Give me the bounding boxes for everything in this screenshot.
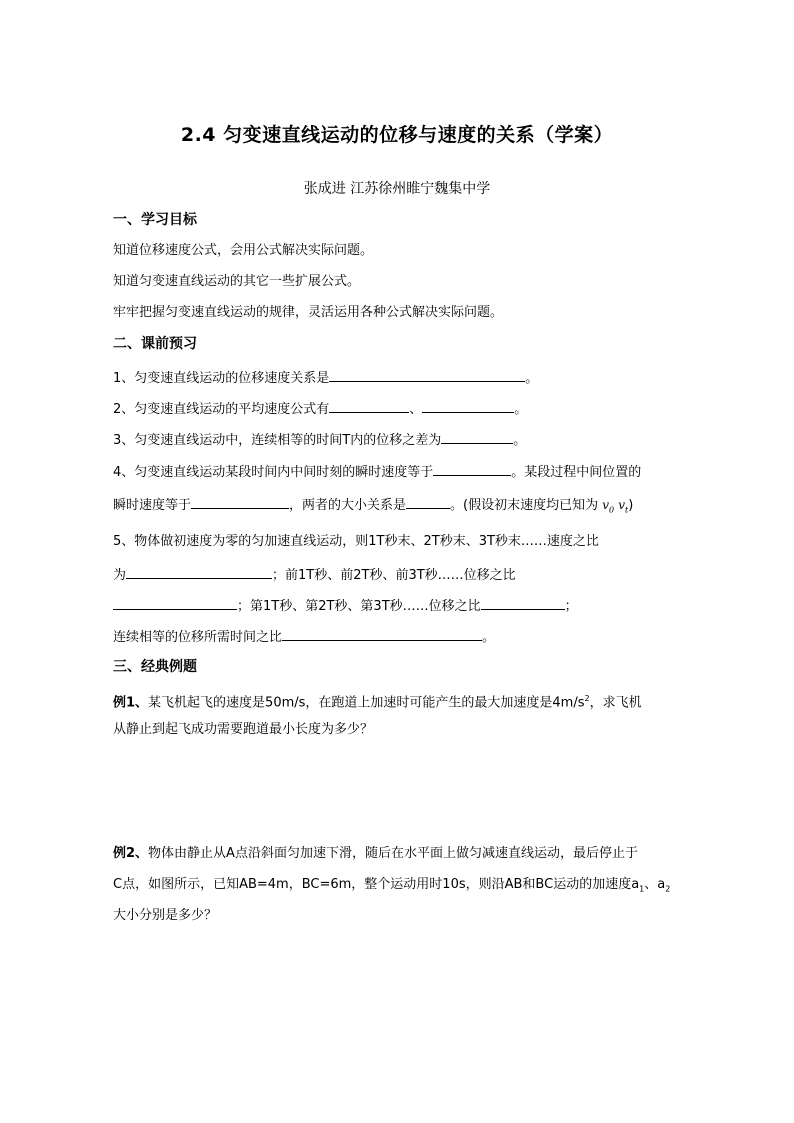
preview-question-3: 3、匀变速直线运动中，连续相等的时间T内的位移之差为 。 [113,429,526,450]
section-heading-preview: 二、课前预习 [113,336,197,352]
section-heading-examples: 三、经典例题 [113,659,197,675]
author-line: 张成进 江苏徐州睢宁魏集中学 [303,181,491,197]
example-label: 例2、 [113,846,149,861]
document-title: 2.4 匀变速直线运动的位移与速度的关系（学案） [180,124,614,146]
goal-item: 牢牢把握匀变速直线运动的规律，灵活运用各种公式解决实际问题。 [113,305,504,320]
answer-blank[interactable] [329,367,525,382]
preview-question-5-line4: 连续相等的位移所需时间之比 。 [113,626,495,647]
answer-blank[interactable] [433,461,511,476]
preview-question-1: 1、匀变速直线运动的位移速度关系是 。 [113,367,538,388]
example-1-line1: 例1、某飞机起飞的速度是50m/s，在跑道上加速时可能产生的最大加速度是$4m/s^2$，求飞机 [113,694,642,711]
answer-blank[interactable] [113,595,237,610]
example-2-line1: 例2、物体由静止从A点沿斜面匀加速下滑，随后在水平面上做匀减速直线运动，最后停止于 [113,846,638,861]
answer-blank[interactable] [282,626,482,641]
preview-question-5-line1: 5、物体做初速度为零的匀加速直线运动，则1T秒末、2T秒末、3T秒末……速度之比 [113,534,599,549]
final-velocity-symbol: $v_t$ [618,498,629,515]
preview-question-5-line2: 为 ；前1T秒、前2T秒、前3T秒……位移之比 [113,564,516,585]
preview-question-5-line3: ；第1T秒、第2T秒、第3T秒……位移之比 ； [113,595,578,616]
example-1-line2: 从静止到起飞成功需要跑道最小长度为多少？ [113,722,374,737]
initial-velocity-symbol: $v_0$ [602,498,615,515]
example-label: 例1、 [113,695,149,711]
section-heading-goals: 一、学习目标 [113,212,197,228]
goal-item: 知道位移速度公式，会用公式解决实际问题。 [113,243,374,258]
example-2-line2: C点，如图所示，已知AB=4m，BC=6m，整个运动用时10s，则沿AB和BC运动的加速度$a_1$、$a_2$ [113,877,671,894]
answer-blank[interactable] [191,494,289,509]
answer-blank[interactable] [441,429,513,444]
preview-question-4-line1: 4、匀变速直线运动某段时间内中间时刻的瞬时速度等于 。某段过程中间位置的 [113,461,641,482]
answer-blank[interactable] [481,595,565,610]
preview-question-2: 2、匀变速直线运动的平均速度公式有 、 。 [113,398,527,419]
answer-blank[interactable] [126,564,272,579]
answer-blank[interactable] [406,494,450,509]
answer-blank[interactable] [329,398,409,413]
example-2-line3: 大小分别是多少？ [113,908,218,923]
goal-item: 知道匀变速直线运动的其它一些扩展公式。 [113,274,361,289]
answer-blank[interactable] [422,398,514,413]
preview-question-4-line2: 瞬时速度等于 ，两者的大小关系是 。(假设初末速度均已知为 $v_0$ $v_t$) [113,494,633,519]
